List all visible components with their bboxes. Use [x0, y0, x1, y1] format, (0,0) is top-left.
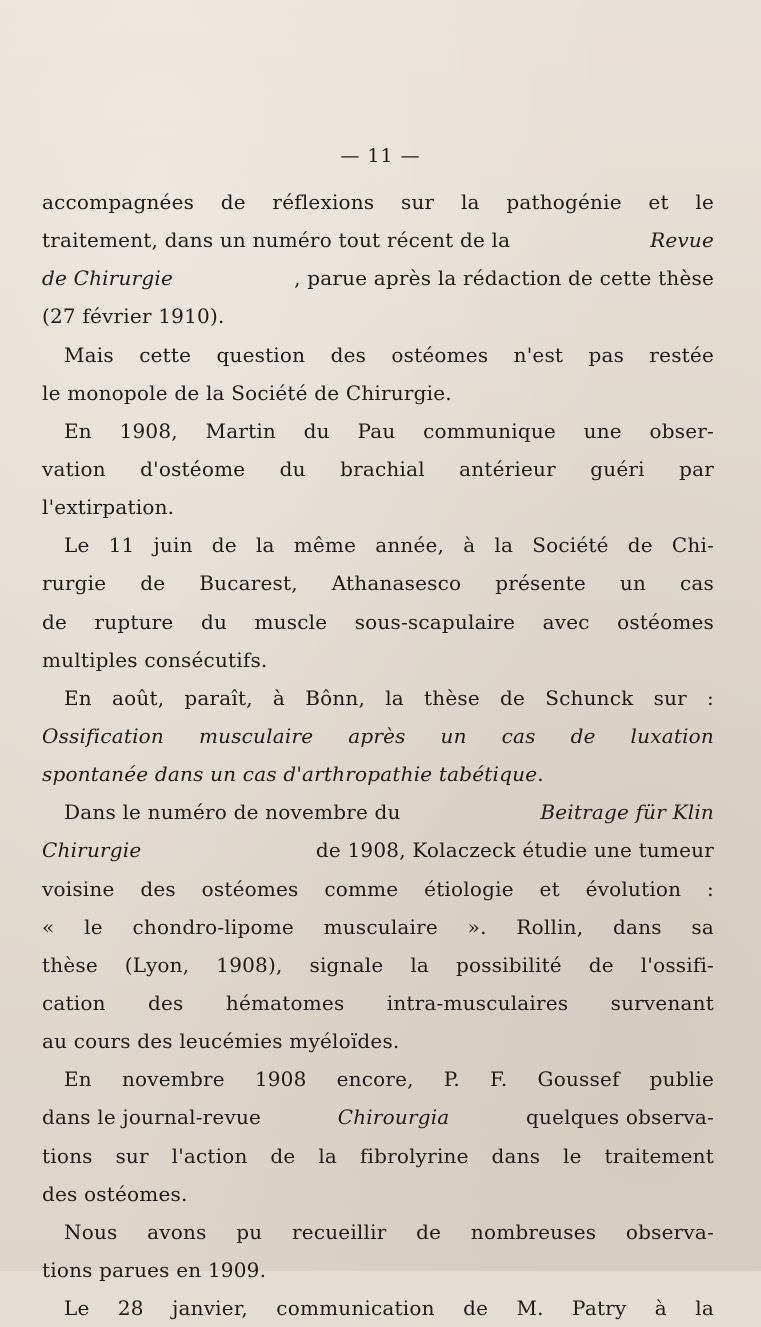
text-line: [42, 450, 714, 488]
text-line: [42, 908, 714, 946]
line-segment-italic: Revue: [650, 228, 714, 253]
line-segment: cation des hématomes intra-musculaires survenant: [42, 990, 714, 1015]
line-segment: Le 11 juin de la même année, à la Société de Chi-: [64, 533, 714, 558]
line-segment: Dans le numéro de novembre du: [64, 800, 401, 825]
text-line: [42, 870, 714, 908]
line-segment: vation d'ostéome du brachial antérieur guéri par: [42, 456, 714, 481]
line-segment: accompagnées de réflexions sur la pathogénie et le: [42, 190, 714, 214]
text-line: [42, 679, 714, 717]
line-segment: traitement, dans un numéro tout récent de la: [42, 228, 511, 253]
text-line: [42, 488, 714, 526]
line-segment: En août, paraît, à Bônn, la thèse de Schunck sur :: [64, 685, 714, 710]
line-segment: au cours des leucémies myéloïdes.: [42, 1029, 400, 1054]
line-segment: .: [537, 762, 544, 787]
line-segment: rurgie de Bucarest, Athanasesco présente un cas: [42, 571, 714, 596]
text-line: [42, 946, 714, 984]
text-line: [42, 374, 714, 412]
line-segment: thèse (Lyon, 1908), signale la possibilité de l'ossifi-: [42, 952, 714, 977]
line-segment: Le 28 janvier, communication de M. Patry à la: [64, 1296, 714, 1321]
text-line: [42, 831, 714, 869]
text-line: [42, 755, 714, 793]
line-segment-italic: Ossification musculaire après un cas de luxation: [42, 723, 714, 748]
text-line: [42, 1022, 714, 1060]
line-segment-italic: Beitrage für Klin: [540, 800, 714, 825]
text-line: [42, 1213, 714, 1251]
body-text: [42, 183, 714, 1327]
line-segment: tions parues en 1909.: [42, 1257, 267, 1282]
text-line: [42, 564, 714, 602]
line-segment: quelques observa-: [526, 1105, 714, 1130]
text-line: [42, 717, 714, 755]
line-segment: multiples consécutifs.: [42, 647, 268, 672]
text-line: [42, 984, 714, 1022]
text-line: [42, 1098, 714, 1136]
text-line: [42, 221, 714, 259]
text-line: [42, 603, 714, 641]
line-segment: le monopole de la Société de Chirurgie.: [42, 380, 452, 405]
line-segment: des ostéomes.: [42, 1181, 188, 1206]
text-line: [42, 297, 714, 335]
line-segment: de rupture du muscle sous-scapulaire avec ostéomes: [42, 609, 714, 634]
text-line: [42, 183, 714, 221]
text-line: [42, 259, 714, 297]
line-segment: tions sur l'action de la fibrolyrine dans le traitement: [42, 1143, 714, 1168]
line-segment: « le chondro-lipome musculaire ». Rollin, dans sa: [42, 914, 714, 939]
line-segment-italic: spontanée dans un cas d'arthropathie tabétique: [42, 762, 538, 787]
text-line: [42, 526, 714, 564]
line-segment: dans le journal-revue: [42, 1105, 262, 1130]
line-segment: de 1908, Kolaczeck étudie une tumeur: [315, 838, 714, 863]
text-line: [42, 641, 714, 679]
line-segment: l'extirpation.: [42, 495, 175, 520]
line-segment: Nous avons pu recueillir de nombreuses observa-: [64, 1219, 714, 1244]
line-segment-italic: Chirurgie: [42, 838, 142, 863]
text-line: [42, 1251, 714, 1289]
line-segment: , parue après la rédaction de cette thèse: [294, 266, 714, 291]
line-segment: En novembre 1908 encore, P. F. Goussef publie: [64, 1067, 714, 1092]
page-number: — 11 —: [340, 145, 421, 167]
text-line: [42, 1137, 714, 1175]
text-line: [42, 336, 714, 374]
text-line: [42, 412, 714, 450]
line-segment-italic: Chirourgia: [337, 1105, 450, 1130]
text-line: [42, 793, 714, 831]
line-segment-italic: de Chirurgie: [42, 266, 174, 291]
line-segment: (27 février 1910).: [42, 304, 225, 329]
line-segment: Mais cette question des ostéomes n'est pas restée: [64, 342, 714, 367]
line-segment: En 1908, Martin du Pau communique une obser-: [64, 418, 714, 443]
text-line: [42, 1060, 714, 1098]
line-segment: voisine des ostéomes comme étiologie et évolution :: [42, 876, 714, 901]
text-line: [42, 1175, 714, 1213]
text-line: [42, 1289, 714, 1327]
